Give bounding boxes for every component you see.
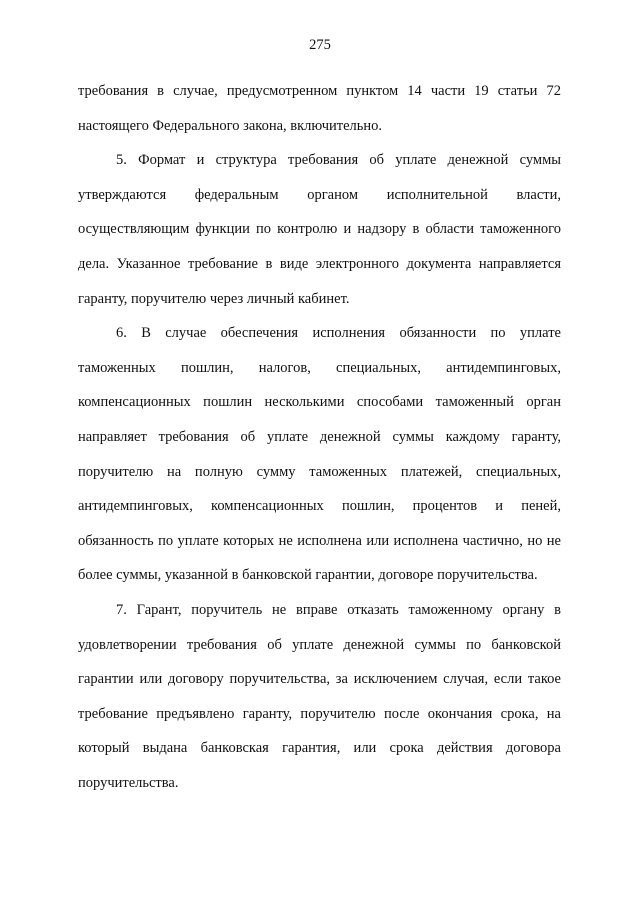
paragraph-continuation: требования в случае, предусмотренном пунктом 14 части 19 статьи 72 настоящего Федерального закона, включительно. [78,83,561,134]
document-body [78,74,561,800]
paragraph-item-7: 7. Гарант, поручитель не вправе отказать таможенному органу в удовлетворении требования об уплате денежной суммы по банковской гарантии или договору поручительства, за исключением случая, если такое требование предъявлено гаранту, поручителю после окончания срока, на который выдана банковская гарантия, или срока действия договора поручительства. [78,601,561,791]
paragraph-item-6: 6. В случае обеспечения исполнения обязанности по уплате таможенных пошлин, налогов, специальных, антидемпинговых, компенсационных пошлин несколькими способами таможенный орган направляет требования об уплате денежной суммы каждому гаранту, поручителю на полную сумму таможенных платежей, специальных, антидемпинговых, компенсационных пошлин, процентов и пеней, обязанность по уплате которых не исполнена или исполнена частично, но не более суммы, указанной в банковской гарантии, договоре поручительства. [78,325,561,584]
page-number: 275 [309,37,331,53]
paragraph-item-5: 5. Формат и структура требования об уплате денежной суммы утверждаются федеральным органом исполнительной власти, осуществляющим функции по контролю и надзору в области таможенного дела. Указанное требование в виде электронного документа направляется гаранту, поручителю через личный кабинет. [78,152,561,307]
